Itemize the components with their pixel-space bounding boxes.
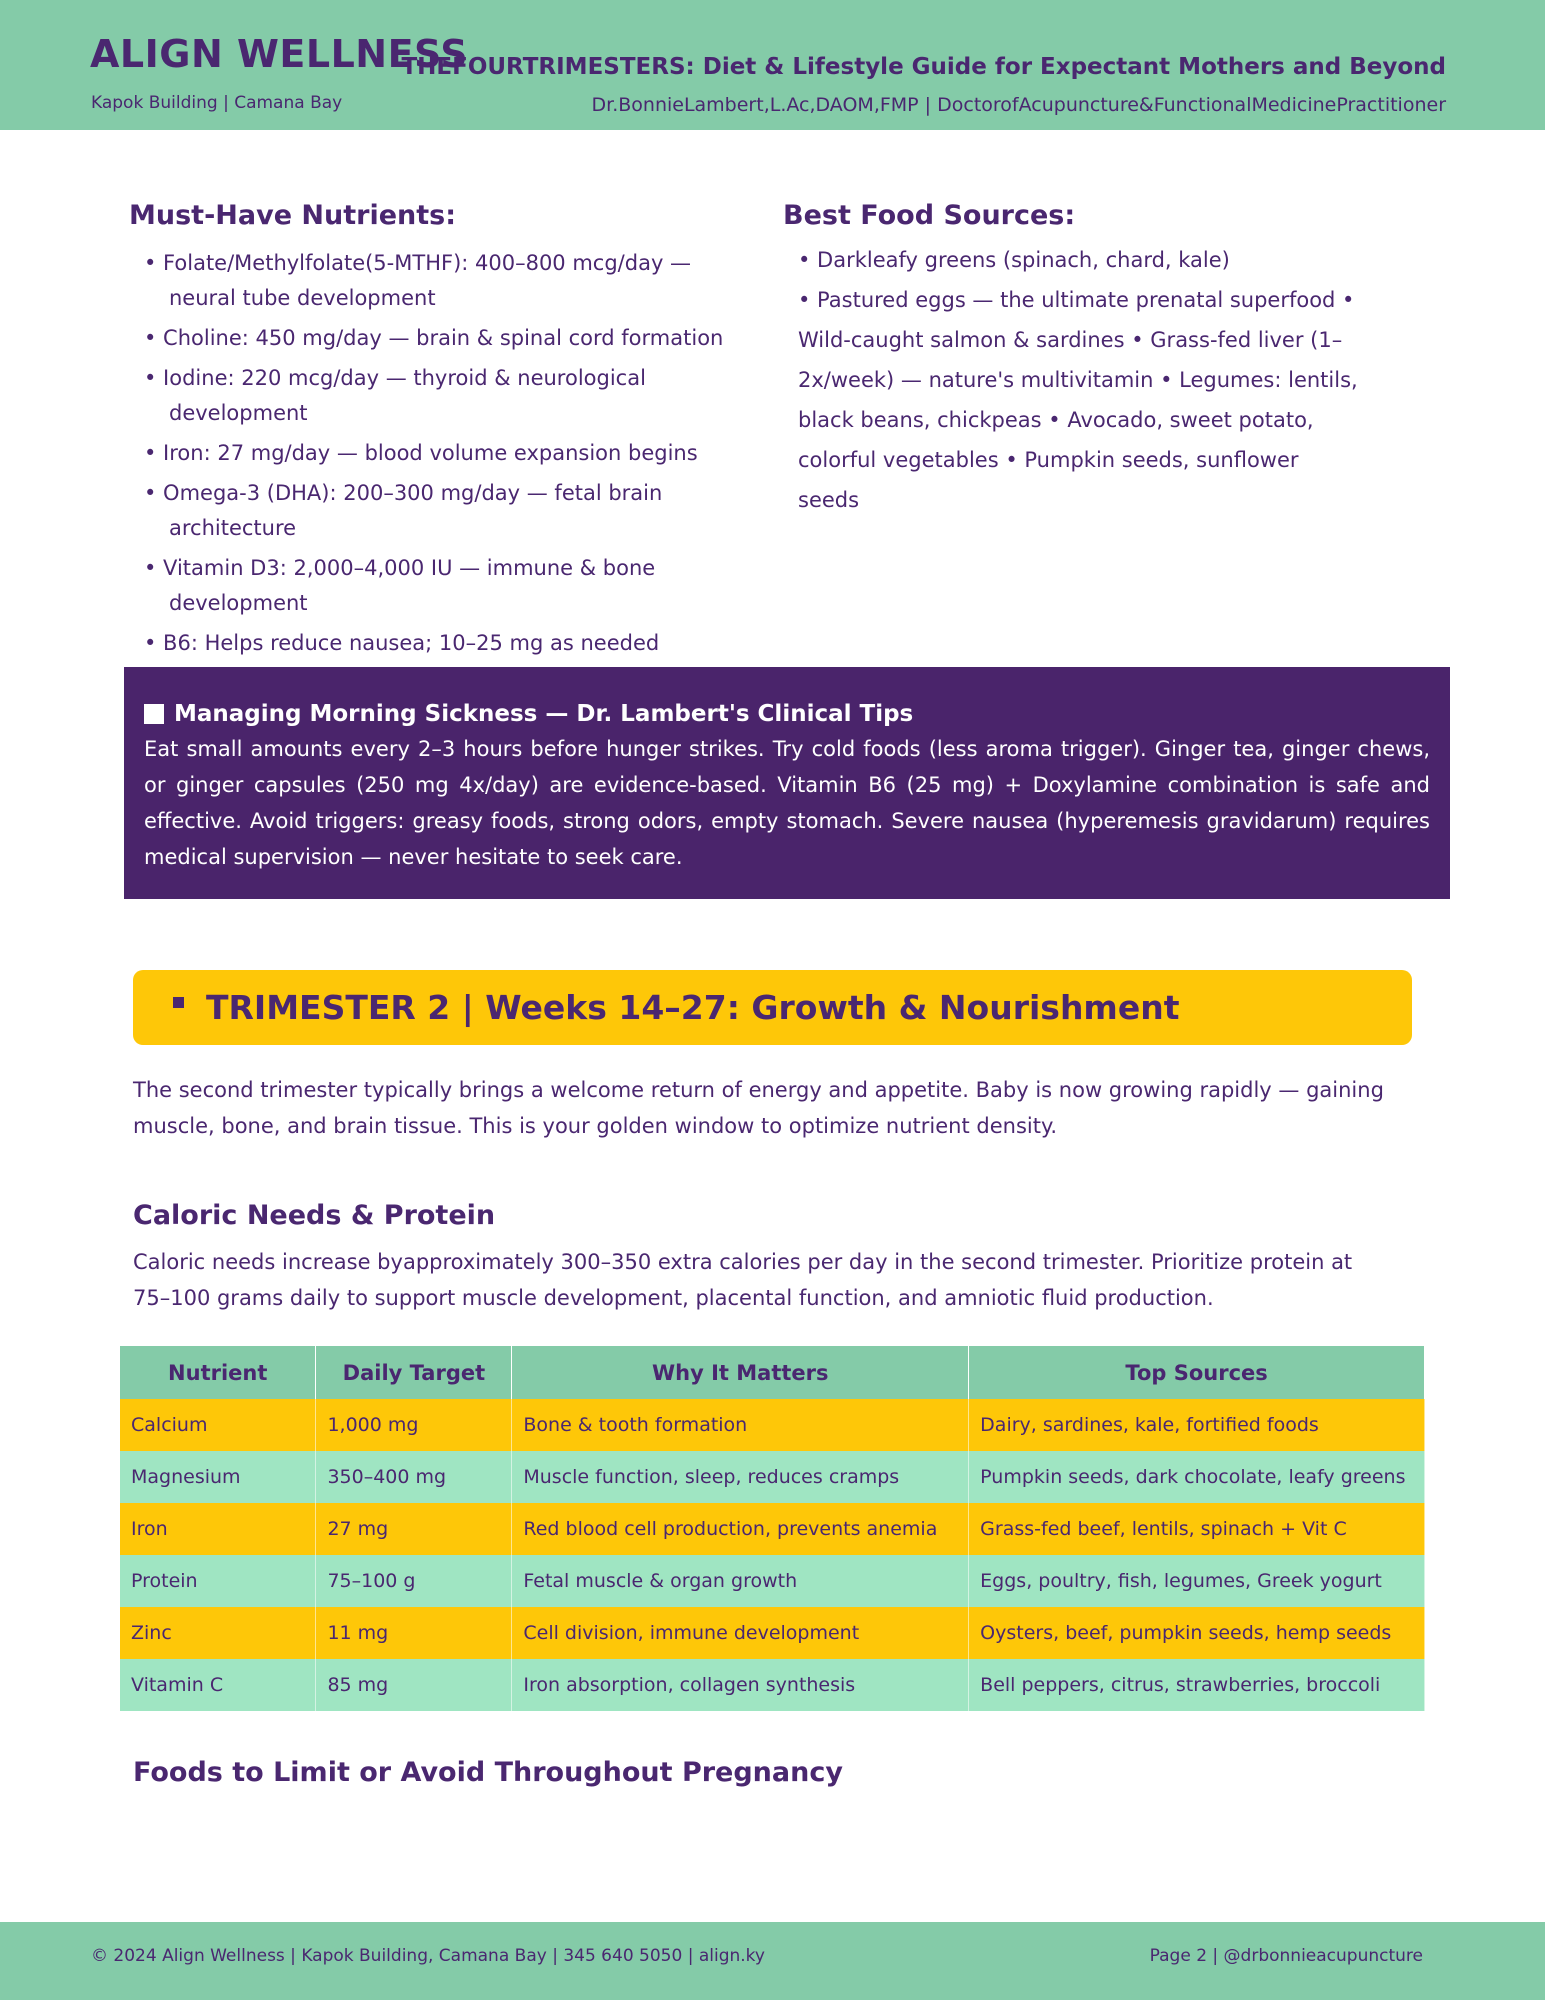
table-cell: Iron bbox=[120, 1503, 316, 1555]
table-cell: Pumpkin seeds, dark chocolate, leafy greens bbox=[969, 1451, 1425, 1503]
foods-heading: Best Food Sources: bbox=[783, 200, 1076, 231]
table-row bbox=[120, 1555, 1425, 1607]
table-cell: Vitamin C bbox=[120, 1659, 316, 1711]
table-cell: 11 mg bbox=[316, 1607, 512, 1659]
avoid-foods-heading: Foods to Limit or Avoid Throughout Pregnancy bbox=[133, 1757, 843, 1788]
trimester-2-intro: The second trimester typically brings a welcome return of energy and appetite. Baby is now growing rapidly — gaining muscle, bone, and brain tissue. This is your golden window to optimize nutrient density. bbox=[133, 1078, 1384, 1138]
author-line: Dr.BonnieLambert,L.Ac,DAOM,FMP | DoctorofAcupuncture&FunctionalMedicinePractitioner bbox=[591, 94, 1446, 116]
table-cell: 1,000 mg bbox=[316, 1399, 512, 1451]
table-row bbox=[120, 1607, 1425, 1659]
table-row bbox=[120, 1451, 1425, 1503]
table-cell: Zinc bbox=[120, 1607, 316, 1659]
food-sources-text bbox=[798, 240, 1358, 520]
list-item: • B6: Helps reduce nausea; 10–25 mg as needed bbox=[144, 631, 660, 655]
table-header-row bbox=[120, 1346, 1425, 1399]
tips-title-text: Managing Morning Sickness — Dr. Lambert's Clinical Tips bbox=[174, 701, 914, 727]
tips-title bbox=[144, 697, 1430, 731]
nutrient-list bbox=[144, 246, 724, 666]
list-item: • Folate/Methylfolate(5-MTHF): 400–800 mcg/day — neural tube development bbox=[144, 251, 692, 310]
column-header: Why It Matters bbox=[512, 1346, 969, 1399]
table-cell: Oysters, beef, pumpkin seeds, hemp seeds bbox=[969, 1607, 1425, 1659]
list-item: • Vitamin D3: 2,000–4,000 IU — immune & bone development bbox=[144, 556, 656, 615]
table-cell: Muscle function, sleep, reduces cramps bbox=[512, 1451, 969, 1503]
page-header bbox=[0, 0, 1545, 130]
table-cell: 85 mg bbox=[316, 1659, 512, 1711]
table-row bbox=[120, 1659, 1425, 1711]
table-cell: Dairy, sardines, kale, fortified foods bbox=[969, 1399, 1425, 1451]
food-line: • Pastured eggs — the ultimate prenatal superfood • Wild-caught salmon & sardines • Grass-fed liver (1–2x/week) — nature's multivitamin • Legumes: lentils, black beans, chickpeas • Avocado, sweet potato, colorful vegetables • Pumpkin seeds, sunflower seeds bbox=[798, 288, 1358, 512]
table-cell: Grass-fed beef, lentils, spinach + Vit C bbox=[969, 1503, 1425, 1555]
square-icon bbox=[144, 704, 164, 724]
square-bullet-icon bbox=[173, 997, 184, 1008]
table-cell: Eggs, poultry, fish, legumes, Greek yogurt bbox=[969, 1555, 1425, 1607]
food-line: • Darkleafy greens (spinach, chard, kale) bbox=[798, 248, 1230, 272]
table-cell: Calcium bbox=[120, 1399, 316, 1451]
list-item: • Choline: 450 mg/day — brain & spinal cord formation bbox=[144, 326, 724, 350]
footer-contact: © 2024 Align Wellness | Kapok Building, Camana Bay | 345 640 5050 | align.ky bbox=[91, 1946, 765, 1966]
column-header: Top Sources bbox=[969, 1346, 1425, 1399]
caloric-heading: Caloric Needs & Protein bbox=[133, 1200, 496, 1231]
list-item: • Iron: 27 mg/day — blood volume expansion begins bbox=[144, 441, 698, 465]
table-cell: Magnesium bbox=[120, 1451, 316, 1503]
trimester-2-title: TRIMESTER 2 | Weeks 14–27: Growth & Nourishment bbox=[206, 988, 1180, 1027]
footer-page-info: Page 2 | @drbonnieacupuncture bbox=[1149, 1946, 1423, 1966]
table-row bbox=[120, 1503, 1425, 1555]
table-row bbox=[120, 1399, 1425, 1451]
guide-title: THEFOURTRIMESTERS: Diet & Lifestyle Guide for Expectant Mothers and Beyond bbox=[401, 54, 1446, 80]
column-header: Nutrient bbox=[120, 1346, 316, 1399]
caloric-text bbox=[133, 1244, 1433, 1316]
caloric-line: Caloric needs increase byapproximately 300–350 extra calories per day in the second trimester. Prioritize protein at bbox=[133, 1250, 1353, 1274]
table-cell: Cell division, immune development bbox=[512, 1607, 969, 1659]
table-cell: 75–100 g bbox=[316, 1555, 512, 1607]
nutrient-table bbox=[120, 1346, 1425, 1711]
nutrients-heading: Must-Have Nutrients: bbox=[129, 200, 457, 231]
table-cell: 350–400 mg bbox=[316, 1451, 512, 1503]
table-cell: Bone & tooth formation bbox=[512, 1399, 969, 1451]
table-cell: Bell peppers, citrus, strawberries, broccoli bbox=[969, 1659, 1425, 1711]
column-header: Daily Target bbox=[316, 1346, 512, 1399]
table-cell: Red blood cell production, prevents anemia bbox=[512, 1503, 969, 1555]
list-item: • Iodine: 220 mcg/day — thyroid & neurological development bbox=[144, 366, 646, 425]
caloric-line: 75–100 grams daily to support muscle development, placental function, and amniotic fluid production. bbox=[133, 1286, 1214, 1310]
table-cell: Fetal muscle & organ growth bbox=[512, 1555, 969, 1607]
table-cell: Iron absorption, collagen synthesis bbox=[512, 1659, 969, 1711]
tips-body: Eat small amounts every 2–3 hours before hunger strikes. Try cold foods (less aroma trigger). Ginger tea, ginger chews, or ginger capsules (250 mg 4x/day) are evidence-based. Vitamin B6 (25 mg) + Doxylamine combination is safe and effective. Avoid triggers: greasy foods, strong odors, empty stomach. Severe nausea (hyperemesis gravidarum) requires medical supervision — never hesitate to seek care. bbox=[144, 737, 1430, 869]
brand-location: Kapok Building | Camana Bay bbox=[91, 93, 343, 113]
table-cell: Protein bbox=[120, 1555, 316, 1607]
morning-sickness-tips bbox=[124, 667, 1450, 899]
trimester-2-banner bbox=[133, 970, 1412, 1045]
brand-title: ALIGN WELLNESS bbox=[90, 32, 469, 76]
page-footer bbox=[0, 1922, 1545, 2000]
table-cell: 27 mg bbox=[316, 1503, 512, 1555]
list-item: • Omega-3 (DHA): 200–300 mg/day — fetal brain architecture bbox=[144, 481, 663, 540]
